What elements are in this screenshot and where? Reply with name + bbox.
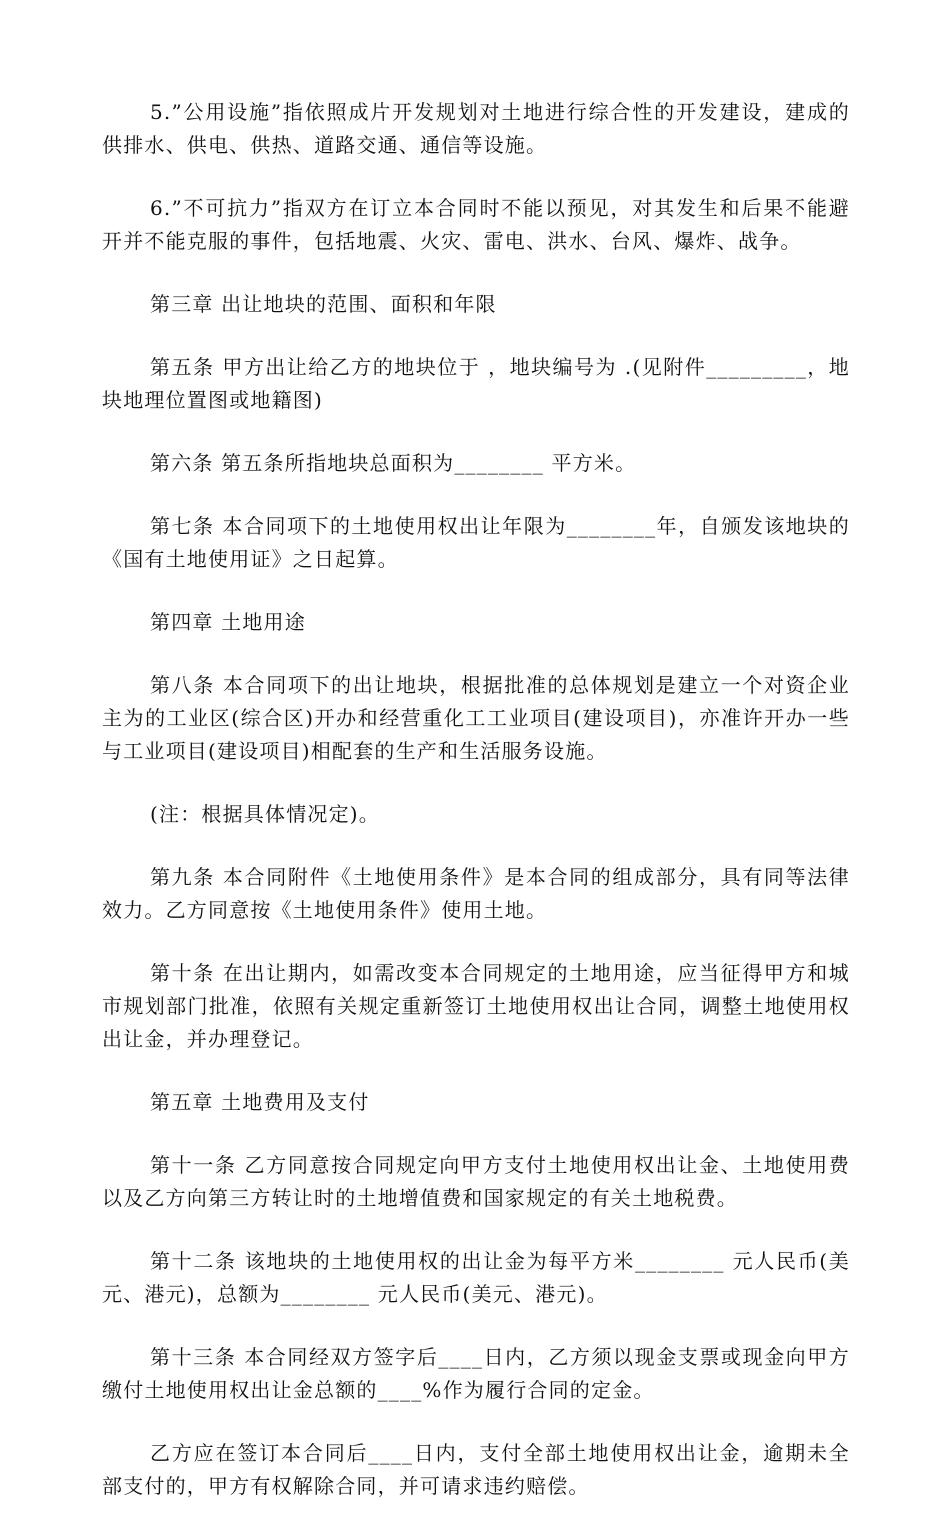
article-6: 第六条 第五条所指地块总面积为________ 平方米。 [150,451,637,475]
article-10: 第十条 在出让期内，如需改变本合同规定的土地用途，应当征得甲方和城市规划部门批准，依照有关规定重新签订土地使用权出让合同，调整土地使用权出让金，并办理登记。 [102,961,850,1051]
article-12: 第十二条 该地块的土地使用权的出让金为每平方米________ 元人民币(美元、港元)，总额为________ 元人民币(美元、港元)。 [102,1249,850,1306]
article-5: 第五条 甲方出让给乙方的地块位于 ，地块编号为 .(见附件_________，地块地理位置图或地籍图) [102,355,850,412]
article-7: 第七条 本合同项下的土地使用权出让年限为________年，自颁发该地块的《国有土地使用证》之日起算。 [102,514,850,571]
note: (注：根据具体情况定)。 [150,802,381,826]
payment-deadline-paragraph: 乙方应在签订本合同后____日内，支付全部土地使用权出让金，逾期未全部支付的，甲方有权解除合同，并可请求违约赔偿。 [102,1441,850,1498]
article-9: 第九条 本合同附件《土地使用条件》是本合同的组成部分，具有同等法律效力。乙方同意按《土地使用条件》使用土地。 [102,865,850,922]
chapter-3-heading: 第三章 出让地块的范围、面积和年限 [150,292,497,316]
document-body [102,96,850,1533]
chapter-4-heading: 第四章 土地用途 [150,610,306,634]
definition-public-facilities: 5.”公用设施”指依照成片开发规划对土地进行综合性的开发建设，建成的供排水、供电、供热、道路交通、通信等设施。 [102,100,850,157]
definition-force-majeure: 6.”不可抗力”指双方在订立本合同时不能以预见，对其发生和后果不能避开并不能克服的事件，包括地震、火灾、雷电、洪水、台风、爆炸、战争。 [102,196,850,253]
article-8: 第八条 本合同项下的出让地块，根据批准的总体规划是建立一个对资企业主为的工业区(综合区)开办和经营重化工工业项目(建设项目)，亦准许开办一些与工业项目(建设项目)相配套的生产和生活服务设施。 [102,673,850,763]
chapter-5-heading: 第五章 土地费用及支付 [150,1090,370,1114]
article-11: 第十一条 乙方同意按合同规定向甲方支付土地使用权出让金、土地使用费以及乙方向第三方转让时的土地增值费和国家规定的有关土地税费。 [102,1153,850,1210]
article-13: 第十三条 本合同经双方签字后____日内，乙方须以现金支票或现金向甲方缴付土地使用权出让金总额的____%作为履行合同的定金。 [102,1345,850,1402]
